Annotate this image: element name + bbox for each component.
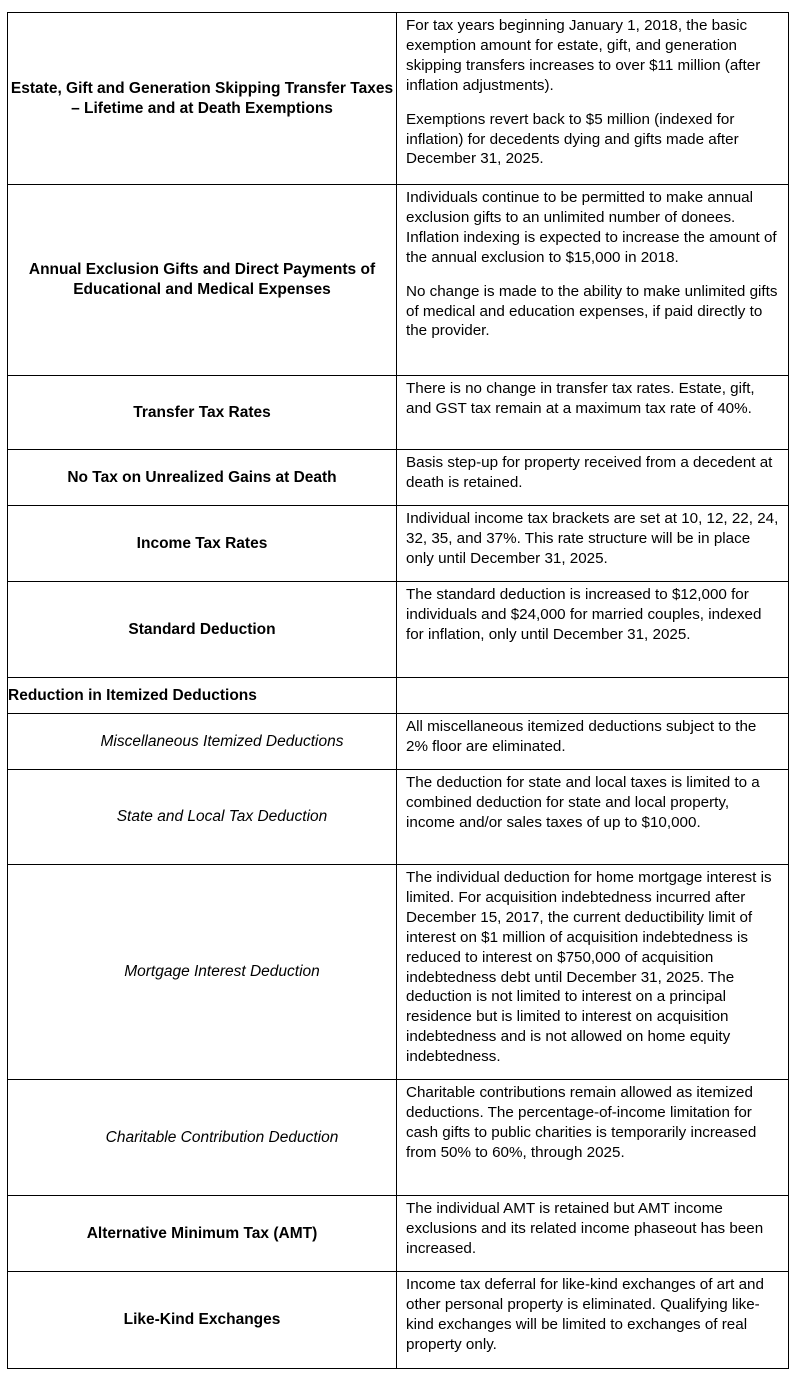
description-paragraph: There is no change in transfer tax rates. Estate, gift, and GST tax remain at a maximum tax rate of 40%. xyxy=(406,380,755,417)
table-row xyxy=(8,1272,789,1369)
topic-label: Estate, Gift and Generation Skipping Transfer Taxes – Lifetime and at Death Exemptions xyxy=(10,79,394,117)
topic-cell xyxy=(8,1272,397,1369)
description-cell xyxy=(397,185,789,376)
description-cell xyxy=(397,865,789,1080)
topic-cell xyxy=(8,506,397,582)
description-paragraph: Basis step-up for property received from a decedent at death is retained. xyxy=(406,454,773,491)
topic-label: Annual Exclusion Gifts and Direct Payments of Educational and Medical Expenses xyxy=(28,261,376,298)
description-cell xyxy=(397,450,789,506)
description-paragraph: Individual income tax brackets are set at 10, 12, 22, 24, 32, 35, and 37%. This rate structure will be in place only until December 31, 2025. xyxy=(406,510,779,567)
subtopic-cell xyxy=(8,1080,397,1196)
topic-label: Income Tax Rates xyxy=(136,534,268,552)
description-cell xyxy=(397,1080,789,1196)
description-cell xyxy=(397,1272,789,1369)
description-cell xyxy=(397,770,789,865)
subtopic-label: Charitable Contribution Deduction xyxy=(105,1128,339,1146)
topic-label: Alternative Minimum Tax (AMT) xyxy=(86,1224,318,1242)
description-paragraph: For tax years beginning January 1, 2018, the basic exemption amount for estate, gift, and generation skipping transfers increases to over $11 million (after inflation adjustments). xyxy=(406,17,761,94)
section-header-cell xyxy=(8,678,397,714)
description-paragraph: The deduction for state and local taxes is limited to a combined deduction for state and local property, income and/or sales taxes of up to $10,000. xyxy=(406,774,760,831)
topic-cell xyxy=(8,185,397,376)
description-paragraph: No change is made to the ability to make unlimited gifts of medical and education expenses, if paid directly to the provider. xyxy=(406,282,778,340)
table-row xyxy=(8,770,789,865)
description-paragraph: The individual deduction for home mortgage interest is limited. For acquisition indebtedness incurred after December 15, 2017, the current deductibility limit of interest on $1 million of acquisition indebtedness is reduced to interest on $750,000 of acquisition indebtedness debt until December 31, 2025. The deduction is not limited to interest on a principal residence but is limited to interest on acquisition indebtedness and is not allowed on home equity indebtedness. xyxy=(406,869,772,1066)
description-paragraph: Exemptions revert back to $5 million (indexed for inflation) for decedents dying and gifts made after December 31, 2025. xyxy=(406,110,739,168)
topic-label: Transfer Tax Rates xyxy=(133,403,271,421)
table-row xyxy=(8,450,789,506)
table-row xyxy=(8,1196,789,1272)
description-cell xyxy=(397,582,789,678)
description-paragraph: Income tax deferral for like-kind exchanges of art and other personal property is eliminated. Qualifying like-kind exchanges will be limited to exchanges of real property only. xyxy=(406,1276,764,1353)
description-cell xyxy=(397,376,789,450)
subtopic-label: State and Local Tax Deduction xyxy=(116,808,328,825)
description-cell xyxy=(397,13,789,185)
subtopic-label: Miscellaneous Itemized Deductions xyxy=(100,732,344,750)
topic-cell xyxy=(8,582,397,678)
subtopic-cell xyxy=(8,714,397,770)
subtopic-cell xyxy=(8,865,397,1080)
description-paragraph: Charitable contributions remain allowed as itemized deductions. The percentage-of-income limitation for cash gifts to public charities is temporarily increased from 50% to 60%, through 2025. xyxy=(406,1084,757,1161)
table-row xyxy=(8,376,789,450)
table-row xyxy=(8,582,789,678)
description-cell xyxy=(397,678,789,714)
table-row xyxy=(8,185,789,376)
section-header-label: Reduction in Itemized Deductions xyxy=(8,686,257,704)
topic-label: No Tax on Unrealized Gains at Death xyxy=(67,468,337,486)
table-row xyxy=(8,506,789,582)
description-cell xyxy=(397,1196,789,1272)
topic-cell xyxy=(8,450,397,506)
topic-label: Standard Deduction xyxy=(128,620,276,638)
description-paragraph: All miscellaneous itemized deductions subject to the 2% floor are eliminated. xyxy=(406,718,757,755)
description-paragraph: Individuals continue to be permitted to make annual exclusion gifts to an unlimited number of donees. Inflation indexing is expected to increase the amount of the annual exclusion to $15,000 in 2018. xyxy=(406,189,777,266)
table-row xyxy=(8,13,789,185)
topic-cell xyxy=(8,13,397,185)
topic-cell xyxy=(8,376,397,450)
description-cell xyxy=(397,714,789,770)
table-row xyxy=(8,714,789,770)
subtopic-cell xyxy=(8,770,397,865)
topic-label: Like-Kind Exchanges xyxy=(123,1311,281,1328)
table-row xyxy=(8,1080,789,1196)
topic-cell xyxy=(8,1196,397,1272)
subtopic-label: Mortgage Interest Deduction xyxy=(124,963,320,980)
description-paragraph: The standard deduction is increased to $12,000 for individuals and $24,000 for married couples, indexed for inflation, only until December 31, 2025. xyxy=(406,586,762,643)
table-row xyxy=(8,865,789,1080)
section-row xyxy=(8,678,789,714)
description-cell xyxy=(397,506,789,582)
tax-changes-table xyxy=(7,12,789,1369)
description-paragraph: The individual AMT is retained but AMT income exclusions and its related income phaseout has been increased. xyxy=(406,1200,764,1257)
